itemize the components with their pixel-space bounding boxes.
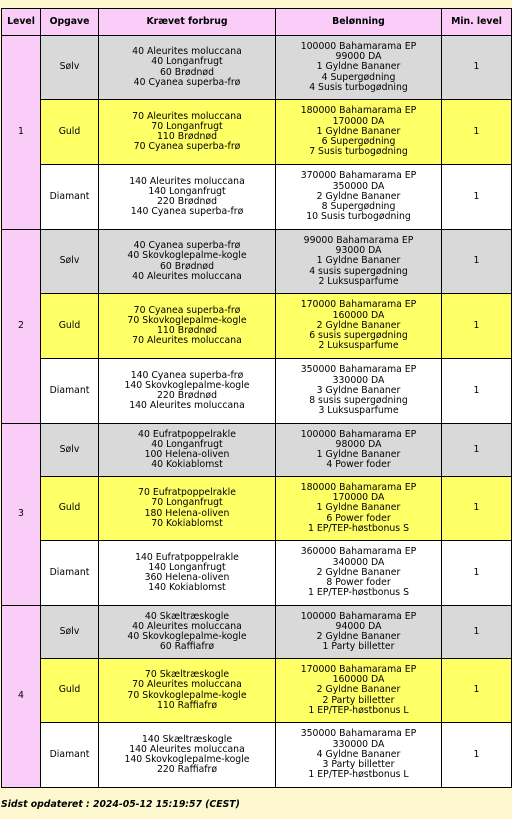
reward-item: 170000 Bahamarama EP <box>300 663 417 675</box>
task-name-cell: Sølv <box>41 424 99 477</box>
reward-item: 2 Gyldne Bananer <box>316 631 401 642</box>
required-item: 220 Brødnød <box>157 196 217 207</box>
required-item: 140 Kokiablomst <box>148 582 226 594</box>
rewards-table <box>1 8 512 788</box>
reward-item: 93000 DA <box>335 245 382 257</box>
reward-cell <box>276 230 442 294</box>
reward-item: 350000 DA <box>332 180 385 192</box>
reward-item: 1 Gyldne Bananer <box>316 255 401 267</box>
min-level-cell: 1 <box>442 424 512 477</box>
required-item: 70 Eufratpoppelrakle <box>138 487 236 499</box>
reward-item: 4 susis supergødning <box>309 265 408 277</box>
required-item: 70 Skovkoglepalme-kogle <box>127 314 247 326</box>
reward-item: 4 Gyldne Bananer <box>316 748 401 760</box>
required-item: 60 Raffiafrø <box>159 641 215 653</box>
task-name-cell: Guld <box>41 659 99 723</box>
header-level: Level <box>2 9 41 36</box>
reward-item: 3 Party billetter <box>322 759 395 771</box>
required-item: 140 Skovkoglepalme-kogle <box>124 379 250 391</box>
table-row <box>2 606 512 659</box>
reward-item: 2 Gyldne Bananer <box>316 319 401 331</box>
required-item: 70 Aleurites moluccana <box>132 335 242 347</box>
header-reward: Belønning <box>276 9 442 36</box>
required-item: 60 Brødnød <box>159 66 215 78</box>
reward-cell <box>276 606 442 659</box>
required-item: 40 Longanfrugt <box>151 438 223 450</box>
required-item: 70 Kokiablomst <box>151 517 223 529</box>
level-cell: 2 <box>2 230 41 424</box>
required-item: 40 Kokiablomst <box>151 459 223 471</box>
reward-item: 100000 Bahamarama EP <box>300 610 417 622</box>
min-level-cell: 1 <box>442 723 512 788</box>
reward-item: 1 EP/TEP-høstbonus S <box>308 587 409 599</box>
task-name-cell: Diamant <box>41 723 99 788</box>
min-level-cell: 1 <box>442 100 512 165</box>
reward-item: 170000 Bahamarama EP <box>300 299 417 311</box>
task-name-cell: Sølv <box>41 606 99 659</box>
required-item: 40 Skovkoglepalme-kogle <box>127 631 247 642</box>
required-item: 70 Longanfrugt <box>151 497 223 509</box>
table-row <box>2 100 512 165</box>
required-item: 220 Brødnød <box>157 390 217 401</box>
required-item: 70 Cyanea superba-frø <box>133 304 241 316</box>
table-row <box>2 230 512 294</box>
reward-cell <box>276 36 442 100</box>
required-item: 140 Longanfrugt <box>148 561 226 573</box>
task-name-cell: Guld <box>41 294 99 359</box>
required-item: 140 Skæltræskogle <box>141 733 233 745</box>
reward-item: 100000 Bahamarama EP <box>300 428 417 440</box>
reward-item: 360000 Bahamarama EP <box>300 546 417 558</box>
reward-item: 1 EP/TEP-høstbonus S <box>308 522 409 534</box>
required-cell <box>99 606 276 659</box>
reward-item: 10 Susis turbogødning <box>306 211 411 223</box>
required-item: 140 Aleurites moluccana <box>129 175 245 187</box>
table-row <box>2 165 512 230</box>
required-item: 40 Aleurites moluccana <box>132 270 242 282</box>
reward-cell <box>276 100 442 165</box>
reward-item: 1 EP/TEP-høstbonus L <box>308 704 409 716</box>
table-row <box>2 424 512 477</box>
required-cell <box>99 359 276 424</box>
required-item: 70 Cyanea superba-frø <box>133 141 241 153</box>
reward-item: 2 Gyldne Bananer <box>316 566 401 578</box>
reward-item: 170000 DA <box>332 492 385 504</box>
table-row <box>2 477 512 541</box>
reward-item: 4 Supergødning <box>321 71 396 83</box>
reward-item: 180000 Bahamarama EP <box>300 481 417 493</box>
required-item: 40 Eufratpoppelrakle <box>138 428 236 440</box>
required-item: 140 Longanfrugt <box>148 185 226 197</box>
task-name-cell: Guld <box>41 477 99 541</box>
reward-item: 1 Party billetter <box>322 641 395 653</box>
reward-item: 350000 Bahamarama EP <box>300 728 417 740</box>
task-name-cell: Guld <box>41 100 99 165</box>
min-level-cell: 1 <box>442 606 512 659</box>
reward-item: 3 Gyldne Bananer <box>316 384 401 396</box>
required-item: 220 Raffiafrø <box>156 764 218 776</box>
table-row <box>2 659 512 723</box>
required-item: 40 Aleurites moluccana <box>132 46 242 58</box>
required-item: 70 Skæltræskogle <box>144 669 230 681</box>
required-cell <box>99 541 276 606</box>
header-task: Opgave <box>41 9 99 36</box>
required-cell <box>99 36 276 100</box>
reward-item: 8 Supergødning <box>321 201 396 213</box>
level-cell: 4 <box>2 606 41 788</box>
reward-item: 170000 DA <box>332 115 385 127</box>
required-cell <box>99 424 276 477</box>
min-level-cell: 1 <box>442 659 512 723</box>
reward-item: 4 Power foder <box>326 459 391 471</box>
reward-item: 2 Luksusparfume <box>318 275 399 287</box>
reward-item: 98000 DA <box>335 438 382 450</box>
task-name-cell: Diamant <box>41 359 99 424</box>
required-item: 40 Cyanea superba-frø <box>133 240 241 252</box>
task-name-cell: Diamant <box>41 165 99 230</box>
reward-item: 100000 Bahamarama EP <box>300 40 417 52</box>
reward-item: 1 Gyldne Bananer <box>316 449 401 460</box>
reward-cell <box>276 723 442 788</box>
table-row <box>2 541 512 606</box>
reward-item: 6 Supergødning <box>321 136 396 148</box>
min-level-cell: 1 <box>442 477 512 541</box>
reward-cell <box>276 359 442 424</box>
reward-item: 180000 Bahamarama EP <box>300 105 417 117</box>
reward-item: 2 Gyldne Bananer <box>316 684 401 696</box>
reward-cell <box>276 424 442 477</box>
table-row <box>2 294 512 359</box>
reward-item: 1 Gyldne Bananer <box>316 125 401 137</box>
reward-item: 8 susis supergødning <box>309 395 408 407</box>
reward-item: 370000 Bahamarama EP <box>300 170 417 182</box>
reward-cell <box>276 294 442 359</box>
reward-item: 2 Party billetter <box>322 694 395 706</box>
reward-item: 330000 DA <box>332 738 385 750</box>
reward-item: 350000 Bahamarama EP <box>300 364 417 376</box>
required-item: 40 Longanfrugt <box>151 56 223 68</box>
header-row <box>2 9 512 36</box>
required-cell <box>99 659 276 723</box>
reward-cell <box>276 477 442 541</box>
reward-item: 2 Luksusparfume <box>318 340 399 352</box>
header-min-level: Min. level <box>442 9 512 36</box>
required-cell <box>99 723 276 788</box>
reward-cell <box>276 541 442 606</box>
task-name-cell: Diamant <box>41 541 99 606</box>
min-level-cell: 1 <box>442 36 512 100</box>
required-cell <box>99 165 276 230</box>
required-cell <box>99 294 276 359</box>
required-item: 40 Aleurites moluccana <box>132 620 242 632</box>
required-item: 60 Brødnød <box>159 260 215 272</box>
level-cell: 1 <box>2 36 41 230</box>
reward-cell <box>276 165 442 230</box>
required-item: 140 Cyanea superba-frø <box>130 206 244 218</box>
required-item: 140 Cyanea superba-frø <box>130 369 244 381</box>
reward-item: 7 Susis turbogødning <box>309 146 408 158</box>
required-item: 140 Skovkoglepalme-kogle <box>124 754 250 765</box>
required-item: 40 Cyanea superba-frø <box>133 76 241 88</box>
reward-item: 1 Gyldne Bananer <box>316 502 401 514</box>
required-item: 110 Brødnød <box>157 325 217 336</box>
reward-item: 160000 DA <box>332 674 385 686</box>
required-item: 70 Aleurites moluccana <box>132 110 242 122</box>
required-item: 360 Helena-oliven <box>144 572 230 583</box>
required-item: 70 Skovkoglepalme-kogle <box>127 689 247 701</box>
task-name-cell: Sølv <box>41 230 99 294</box>
required-item: 70 Aleurites moluccana <box>132 679 242 691</box>
min-level-cell: 1 <box>442 541 512 606</box>
required-item: 140 Aleurites moluccana <box>129 400 245 412</box>
reward-item: 99000 DA <box>335 51 382 63</box>
reward-item: 4 Susis turbogødning <box>309 81 408 93</box>
reward-item: 340000 DA <box>332 556 385 568</box>
last-updated: Sidst opdateret : 2024-05-12 15:19:57 (CEST) <box>1 799 240 810</box>
required-item: 40 Skæltræskogle <box>144 610 230 622</box>
reward-item: 330000 DA <box>332 374 385 386</box>
table-row <box>2 723 512 788</box>
required-item: 110 Raffiafrø <box>156 699 218 711</box>
task-name-cell: Sølv <box>41 36 99 100</box>
required-item: 110 Brødnød <box>157 131 217 142</box>
reward-item: 94000 DA <box>335 620 382 632</box>
table-row <box>2 36 512 100</box>
reward-item: 6 Power foder <box>326 512 391 524</box>
table-row <box>2 359 512 424</box>
min-level-cell: 1 <box>442 359 512 424</box>
reward-item: 3 Luksusparfume <box>318 405 399 417</box>
reward-item: 2 Gyldne Bananer <box>316 190 401 202</box>
reward-item: 99000 Bahamarama EP <box>303 234 414 246</box>
required-item: 100 Helena-oliven <box>144 449 230 460</box>
required-item: 70 Longanfrugt <box>151 120 223 132</box>
min-level-cell: 1 <box>442 230 512 294</box>
required-item: 180 Helena-oliven <box>144 507 230 519</box>
required-item: 40 Skovkoglepalme-kogle <box>127 250 247 262</box>
reward-item: 1 EP/TEP-høstbonus L <box>308 769 409 781</box>
reward-item: 8 Power foder <box>326 577 391 589</box>
required-item: 140 Aleurites moluccana <box>129 743 245 755</box>
level-cell: 3 <box>2 424 41 606</box>
min-level-cell: 1 <box>442 294 512 359</box>
reward-cell <box>276 659 442 723</box>
required-cell <box>99 477 276 541</box>
header-required: Krævet forbrug <box>99 9 276 36</box>
min-level-cell: 1 <box>442 165 512 230</box>
required-item: 140 Eufratpoppelrakle <box>135 551 239 563</box>
reward-item: 1 Gyldne Bananer <box>316 61 401 73</box>
reward-item: 160000 DA <box>332 309 385 321</box>
required-cell <box>99 100 276 165</box>
required-cell <box>99 230 276 294</box>
reward-item: 6 susis supergødning <box>309 330 408 342</box>
